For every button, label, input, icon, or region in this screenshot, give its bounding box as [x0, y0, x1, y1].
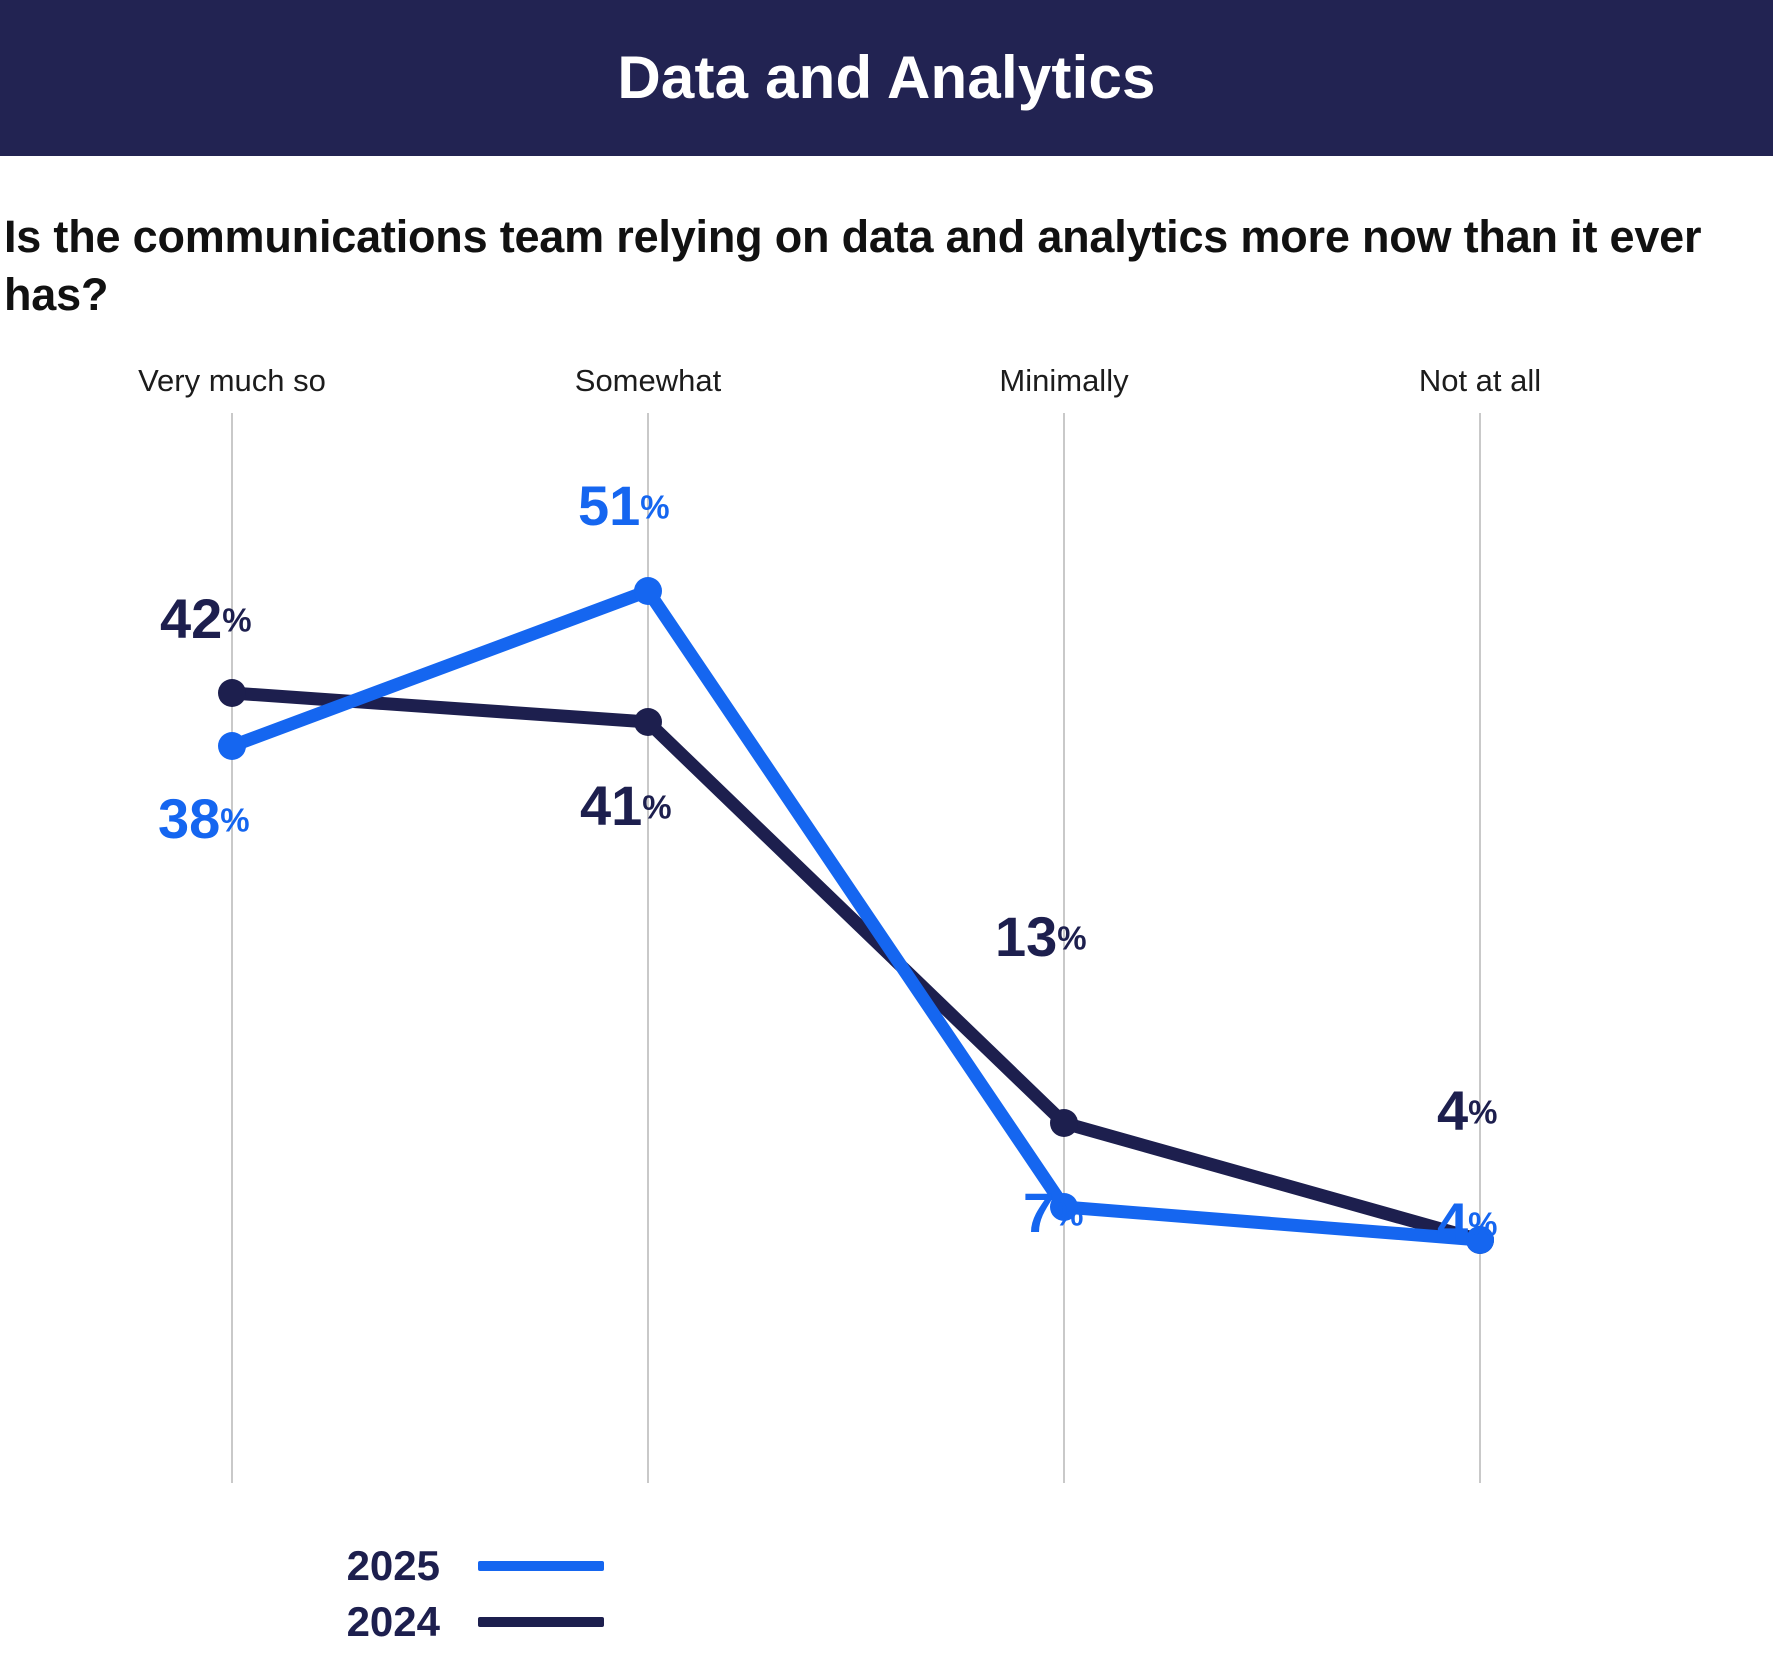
legend-label-2025: 2025 [346, 1542, 440, 1590]
legend-swatch-2025 [478, 1561, 604, 1571]
percent-sign: % [1057, 919, 1087, 957]
value-number: 38 [158, 787, 221, 851]
series-2024 [218, 679, 1494, 1254]
line-chart-svg [0, 323, 1773, 1483]
chart-area [0, 323, 1773, 1646]
legend-item-2025 [288, 1542, 604, 1590]
chart-legend [288, 1542, 604, 1657]
percent-sign: % [222, 601, 252, 639]
header-bar [0, 0, 1773, 156]
value-label-2024-not-at-all [1437, 1079, 1498, 1143]
value-label-2024-very-much-so [160, 587, 252, 651]
legend-item-2024 [288, 1598, 604, 1646]
category-label-minimally: Minimally [999, 363, 1129, 399]
value-number: 51 [578, 474, 641, 538]
legend-label-2024: 2024 [346, 1598, 440, 1646]
gridlines [232, 413, 1480, 1483]
percent-sign: % [1468, 1093, 1498, 1131]
value-number: 42 [160, 587, 223, 651]
category-label-somewhat: Somewhat [574, 363, 722, 399]
chart-question: Is the communications team relying on data and analytics more now than it ever has? [4, 211, 1702, 320]
category-label-very-much-so: Very much so [138, 363, 326, 399]
percent-sign: % [1468, 1205, 1498, 1243]
value-number: 41 [580, 774, 643, 838]
value-label-2025-not-at-all [1437, 1191, 1498, 1255]
value-number: 7 [1023, 1181, 1055, 1245]
percent-sign: % [642, 788, 672, 826]
value-label-2024-somewhat [580, 774, 672, 838]
legend-swatch-2024 [478, 1617, 604, 1627]
percent-sign: % [640, 488, 670, 526]
percent-sign: % [1054, 1195, 1084, 1233]
value-label-2025-somewhat [578, 474, 670, 538]
value-label-2025-very-much-so [158, 787, 250, 851]
page-title: Data and Analytics [617, 44, 1156, 111]
value-label-2024-minimally [995, 905, 1087, 969]
value-label-2025-minimally [1023, 1181, 1084, 1245]
value-number: 4 [1437, 1191, 1469, 1255]
value-number: 4 [1437, 1079, 1469, 1143]
category-label-not-at-all: Not at all [1418, 363, 1542, 399]
value-number: 13 [995, 905, 1058, 969]
percent-sign: % [220, 801, 250, 839]
